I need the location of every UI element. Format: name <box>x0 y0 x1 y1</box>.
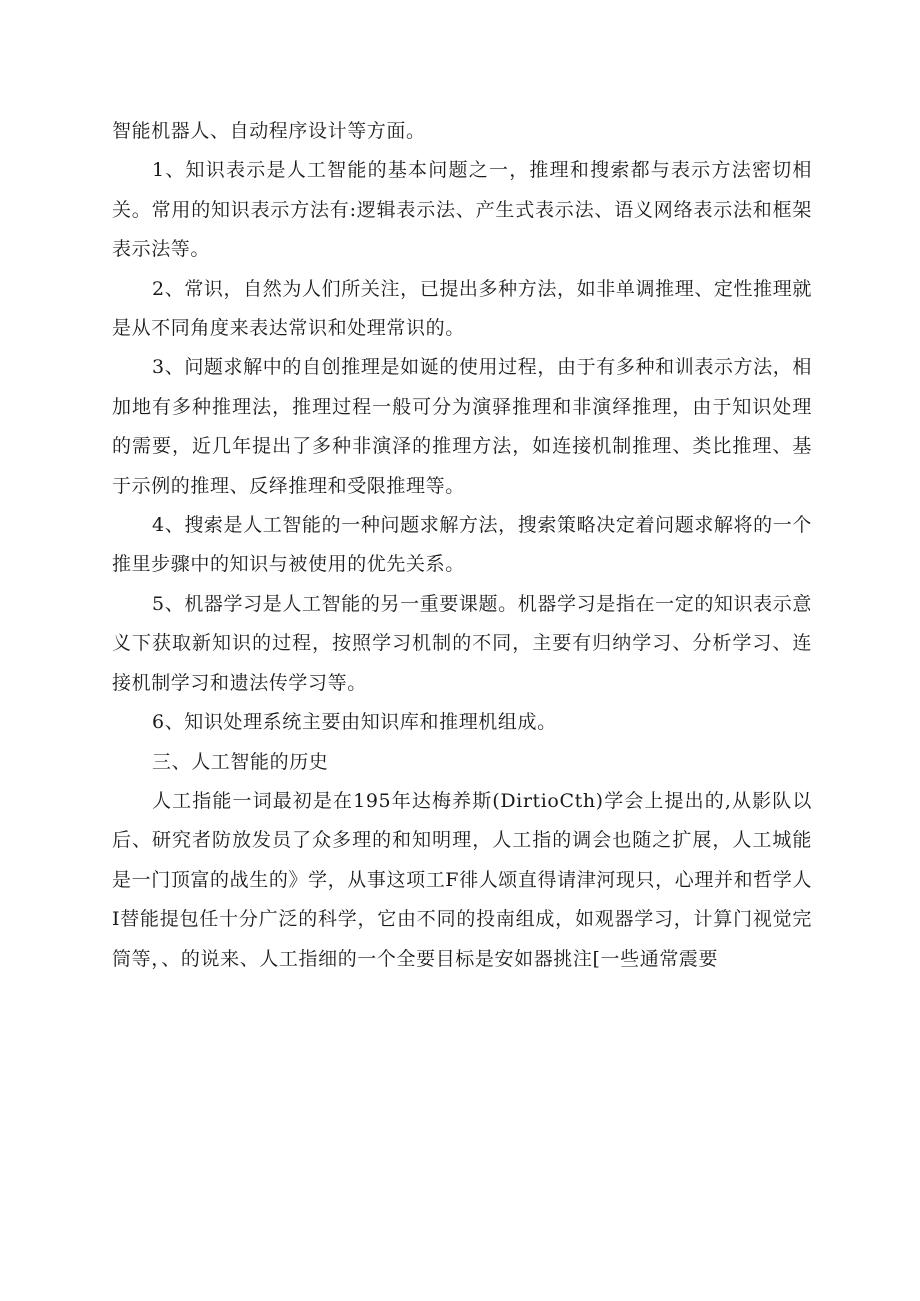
section-heading: 三、人工智能的历史 <box>152 750 329 773</box>
paragraph-knowledge-representation: 1、知识表示是人工智能的基本问题之一，推理和搜索都与表示方法密切相关。常用的知识表示方法有:逻辑表示法、产生式表示法、语义网络表示法和框架表示法等。 <box>112 159 812 261</box>
document-body <box>112 112 812 979</box>
paragraph-common-sense: 2、常识，自然为人们所关注，已提出多种方法，如非单调推理、定性推理就是从不同角度来表达常识和处理常识的。 <box>112 277 812 340</box>
paragraph-reasoning: 3、问题求解中的自创推理是如诞的使用过程，由于有多种和训表示方法，相加地有多种推理法，推理过程一般可分为演驿推理和非演绎推理，由于知识处理的需要，近几年提出了多种非演泽的推理方法，如连接机制推理、类比推理、基于示例的推理、反绎推理和受限推理等。 <box>112 356 812 497</box>
paragraph-knowledge-system: 6、知识处理系统主要由知识库和推理机组成。 <box>152 711 557 734</box>
paragraph-intro-tail: 智能机器人、自动程序设计等方面。 <box>112 120 426 142</box>
paragraph-machine-learning: 5、机器学习是人工智能的另一重要课题。机器学习是指在一定的知识表示意义下获取新知识的过程，按照学习机制的不同，主要有归纳学习、分析学习、连接机制学习和遗法传学习等。 <box>112 592 812 694</box>
paragraph-history: 人工指能一词最初是在195年达梅养斯(DirtioCth)学会上提出的,从影队以后、研究者防放发员了众多理的和知明理，人工指的调会也随之扩展，人工城能是一门顶富的战生的》学，从事这项工F徘人颂直得请津河现只，心理并和哲学人I替能提包任十分广泛的科学，它由不同的投南组成，如观器学习，计算门视觉完筒等，、的说来、人工指细的一个全要目标是安如器挑注[一些通常震要 <box>112 789 812 970</box>
paragraph-search: 4、搜索是人工智能的一种问题求解方法，搜索策略决定着问题求解将的一个推里步骤中的知识与被使用的优先关系。 <box>112 514 812 576</box>
